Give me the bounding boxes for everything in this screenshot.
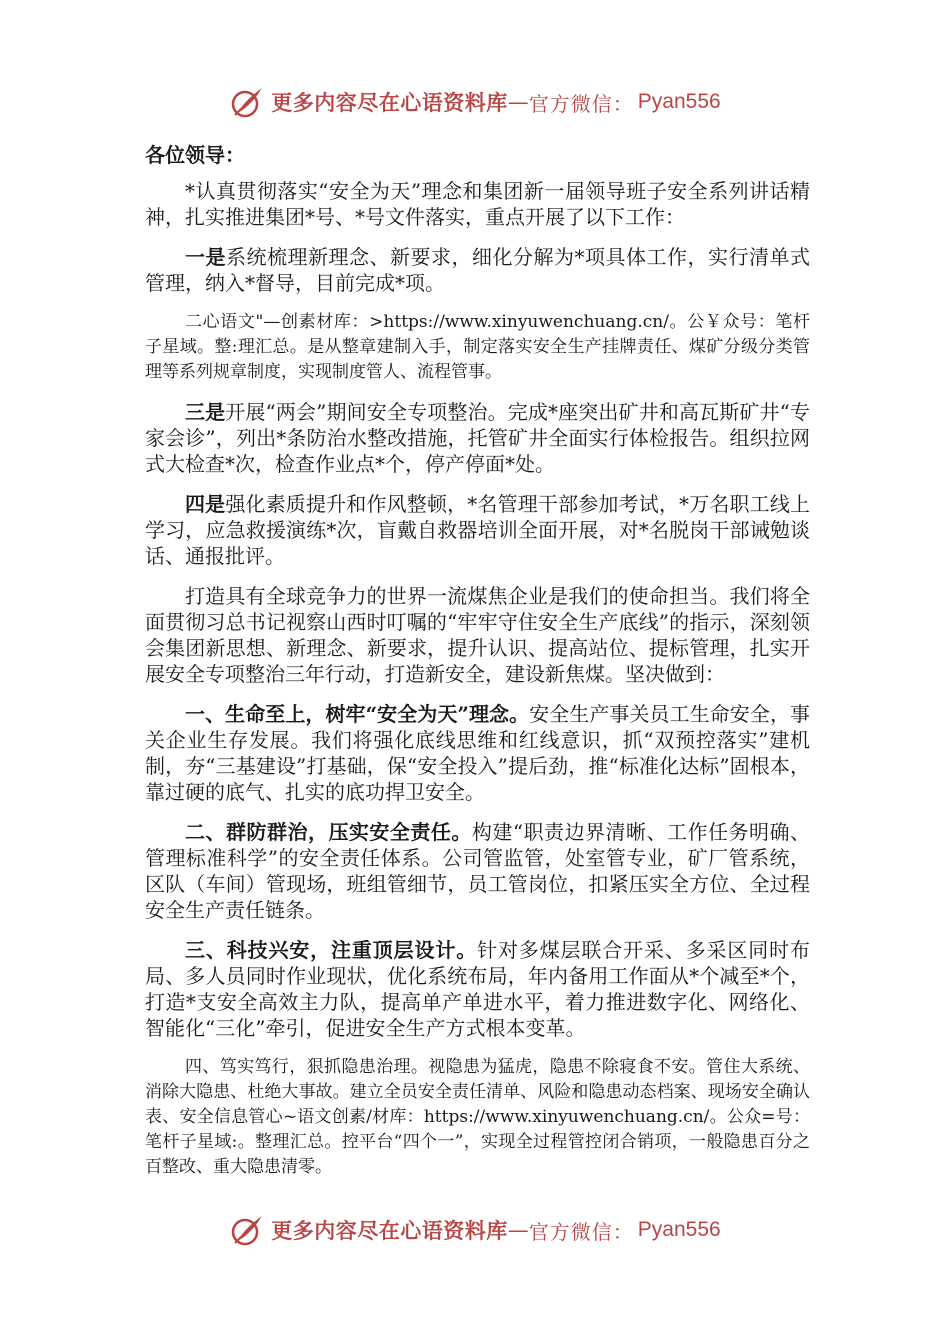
footer-banner [0,1210,950,1250]
banner-title: 更多内容尽在心语资料库 [271,1219,508,1243]
item-3-text: 开展“两会”期间安全专项整治。完成*座突出矿井和高瓦斯矿井“专家会诊”，列出*条防治水整改措施，托管矿井全面实行体检报告。组织拉网式大检查*次，检查作业点*个，停产停面*处。 [145,400,810,476]
mission-paragraph: 打造具有全球竞争力的世界一流煤焦企业是我们的使命担当。我们将全面贯彻习总书记视察山西时叮嘱的“牢牢守住安全生产底线”的指示，深刻领会集团新思想、新理念、新要求，提升认识、提高站位、提标管理，扎实开展安全专项整治三年行动，打造新安全，建设新焦煤。坚决做到： [145,584,810,686]
item-1-paragraph [145,244,810,296]
document-body [145,140,810,1194]
banner-separator: — [507,1218,529,1242]
item-4-lead: 四是 [185,492,226,516]
item-3-paragraph [145,399,810,477]
item-4-paragraph [145,491,810,569]
item-2-paragraph: 二心语文"—创素材库：>https://www.xinyuwenchuang.cn/。公￥众号：笔杆子星域。整:理汇总。是从整章建制入手，制定落实安全生产挂牌责任、煤矿分级分类管理等系列规章制度，实现制度管人、流程管事。 [145,312,810,382]
banner-wechat-id: Pyan556 [637,1218,721,1241]
point-1-paragraph [145,701,810,805]
quill-logo-icon [229,84,265,120]
point-4-paragraph: 四、笃实笃行，狠抓隐患治理。视隐患为猛虎，隐患不除寝食不安。管住大系统、消除大隐患、杜绝大事故。建立全员安全责任清单、风险和隐患动态档案、现场安全确认表、安全信息管心~语文创素/材库：https://www.xinyuwenchuang.cn/。公众=号：笔杆子星域:。整理汇总。控平台“四个一”，实现全过程管控闭合销项，一般隐患百分之百整改、重大隐患清零。 [145,1057,810,1177]
item-3-lead: 三是 [185,400,226,424]
banner-wechat-label: 官方微信： [528,91,634,116]
intro-paragraph: *认真贯彻落实“安全为天”理念和集团新一届领导班子安全系列讲话精神，扎实推进集团*号、*号文件落实，重点开展了以下工作： [145,179,810,229]
point-2-paragraph [145,819,810,923]
point-2-text: 构建“职责边界清晰、工作任务明确、管理标准科学”的安全责任体系。公司管监管，处室管专业，矿厂管系统，区队（车间）管现场，班组管细节，员工管岗位，扣紧压实全方位、全过程安全生产责任链条。 [145,820,810,922]
item-4-text: 强化素质提升和作风整顿，*名管理干部参加考试，*万名职工线上学习，应急救援演练*次，盲戴自救器培训全面开展，对*名脱岗干部诫勉谈话、通报批评。 [145,492,811,568]
banner-wechat-id: Pyan556 [637,90,721,113]
point-3-lead: 三、科技兴安，注重顶层设计。 [185,938,478,962]
banner-separator: — [507,90,529,114]
item-1-lead: 一是 [185,245,226,269]
point-1-text: 安全生产事关员工生命安全，事关企业生存发展。我们将强化底线思维和红线意识，抓“双预控落实”建机制，夯“三基建设”打基础，保“安全投入”提后劲，推“标准化达标”固根本，靠过硬的底气、扎实的底功捍卫安全。 [145,702,811,804]
quill-logo-icon [229,1212,265,1248]
point-1-lead: 一、生命至上，树牢“安全为天”理念。 [185,702,530,726]
point-2-lead: 二、群防群治，压实安全责任。 [185,820,472,844]
banner-title: 更多内容尽在心语资料库 [271,91,508,115]
salutation: 各位领导： [145,143,245,167]
point-3-text: 针对多煤层联合开采、多采区同时布局、多人员同时作业现状，优化系统布局，年内备用工作面从*个减至*个，打造*支安全高效主力队，提高单产单进水平，着力推进数字化、网络化、智能化“三化”牵引，促进安全生产方式根本变革。 [145,938,811,1040]
banner-wechat-label: 官方微信： [528,1219,634,1244]
header-banner [0,82,950,122]
point-3-paragraph [145,937,810,1041]
item-1-text: 系统梳理新理念、新要求，细化分解为*项具体工作，实行清单式管理，纳入*督导，目前完成*项。 [145,245,810,295]
